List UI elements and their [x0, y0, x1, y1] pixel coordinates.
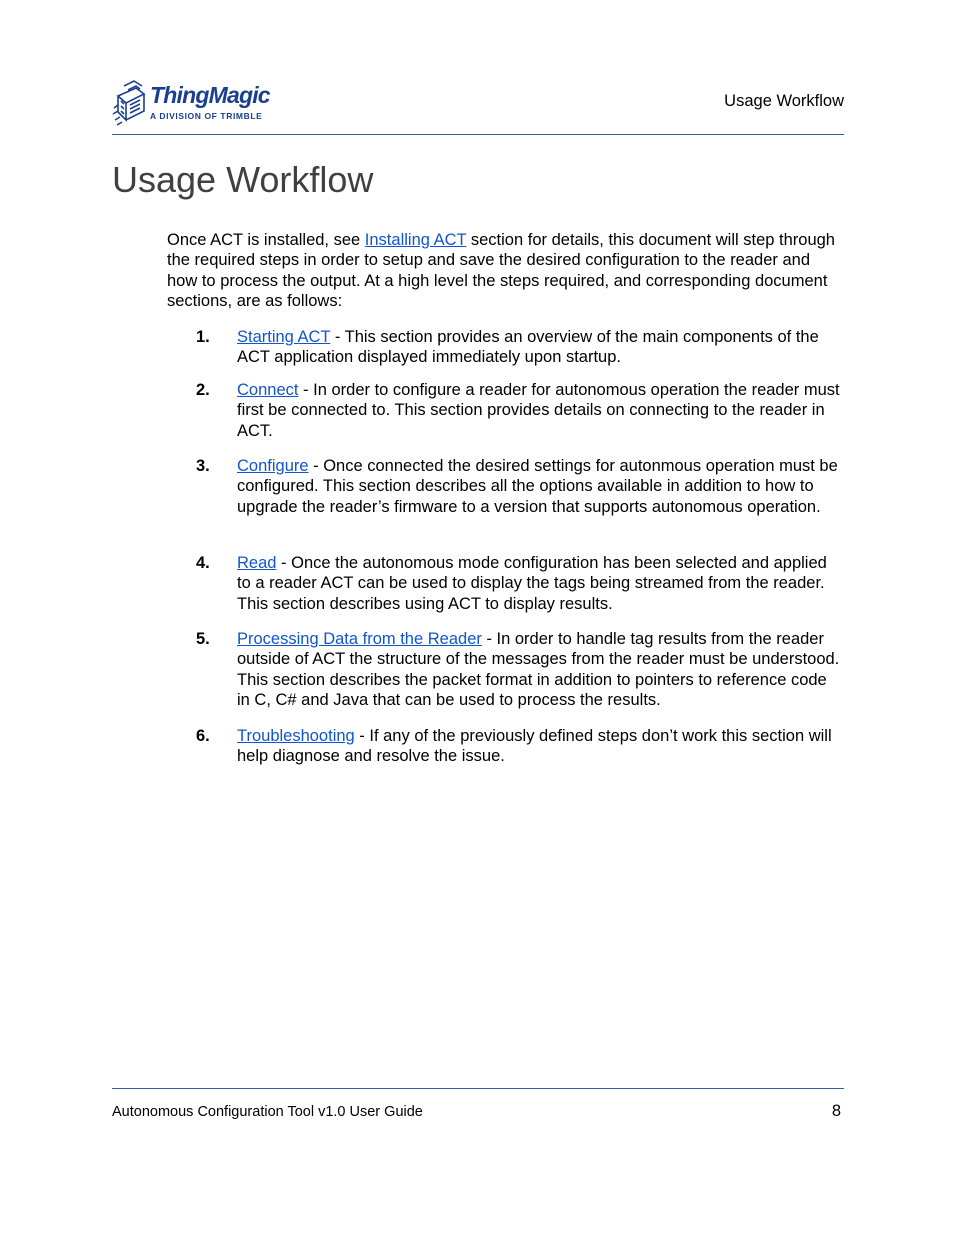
connect-link[interactable]: Connect	[237, 381, 299, 399]
step-text	[237, 726, 842, 767]
step-item	[196, 553, 842, 614]
step-item	[196, 726, 842, 767]
step-item	[196, 456, 842, 517]
step-text	[237, 553, 842, 614]
step-item	[196, 327, 842, 368]
troubleshooting-link[interactable]: Troubleshooting	[237, 727, 355, 745]
processing-data-link[interactable]: Processing Data from the Reader	[237, 630, 482, 648]
step-number: 4.	[196, 554, 210, 572]
step-number: 5.	[196, 630, 210, 648]
footer-rule	[112, 1088, 844, 1089]
step-description: - This section provides an overview of the main components of the ACT application displayed immediately upon startup.	[237, 328, 819, 367]
running-head: Usage Workflow	[724, 92, 844, 110]
step-description: - In order to handle tag results from the reader outside of ACT the structure of the messages from the reader must be understood. This section describes the packet format in addition to pointers to reference code in C, C# and Java that can be used to process the results.	[237, 630, 840, 709]
thingmagic-logo	[112, 76, 282, 130]
step-description: - Once connected the desired settings for autonmous operation must be configured. This section describes all the options available in addition to how to upgrade the reader’s firmware to a version that supports autonomous operation.	[237, 457, 838, 516]
step-number: 3.	[196, 457, 210, 475]
logo-tagline: A DIVISION OF TRIMBLE	[150, 111, 263, 121]
intro-text-start: Once ACT is installed, see	[167, 231, 365, 249]
step-text	[237, 456, 842, 517]
page-header	[112, 76, 844, 136]
step-number: 6.	[196, 727, 210, 745]
footer-doc-title: Autonomous Configuration Tool v1.0 User Guide	[112, 1104, 423, 1120]
page-number: 8	[831, 1102, 841, 1120]
step-description: - If any of the previously defined steps don’t work this section will help diagnose and resolve the issue.	[237, 727, 832, 766]
step-description: - In order to configure a reader for autonomous operation the reader must first be connected to. This section provides details on connecting to the reader in ACT.	[237, 381, 840, 440]
step-text	[237, 327, 842, 368]
starting-act-link[interactable]: Starting ACT	[237, 328, 331, 346]
intro-text-end: section for details, this document will step through the required steps in order to setup and save the desired configuration to the reader and how to process the output. At a high level the steps required, and corresponding document sections, are as follows:	[167, 231, 835, 310]
step-number: 1.	[196, 328, 210, 346]
installing-act-link[interactable]: Installing ACT	[364, 231, 467, 249]
read-link[interactable]: Read	[237, 554, 277, 572]
logo-wordmark: ThingMagic	[150, 82, 270, 108]
step-item	[196, 629, 842, 710]
reader-device-icon	[112, 78, 148, 128]
configure-link[interactable]: Configure	[237, 457, 309, 475]
step-description: - Once the autonomous mode configuration has been selected and applied to a reader ACT can be used to display the tags being streamed from the reader. This section describes using ACT to display results.	[237, 554, 827, 613]
intro-paragraph	[167, 230, 837, 311]
step-item	[196, 380, 842, 441]
step-text	[237, 380, 842, 441]
header-rule	[112, 134, 844, 135]
step-number: 2.	[196, 381, 210, 399]
page-title: Usage Workflow	[112, 159, 374, 200]
step-text	[237, 629, 842, 710]
